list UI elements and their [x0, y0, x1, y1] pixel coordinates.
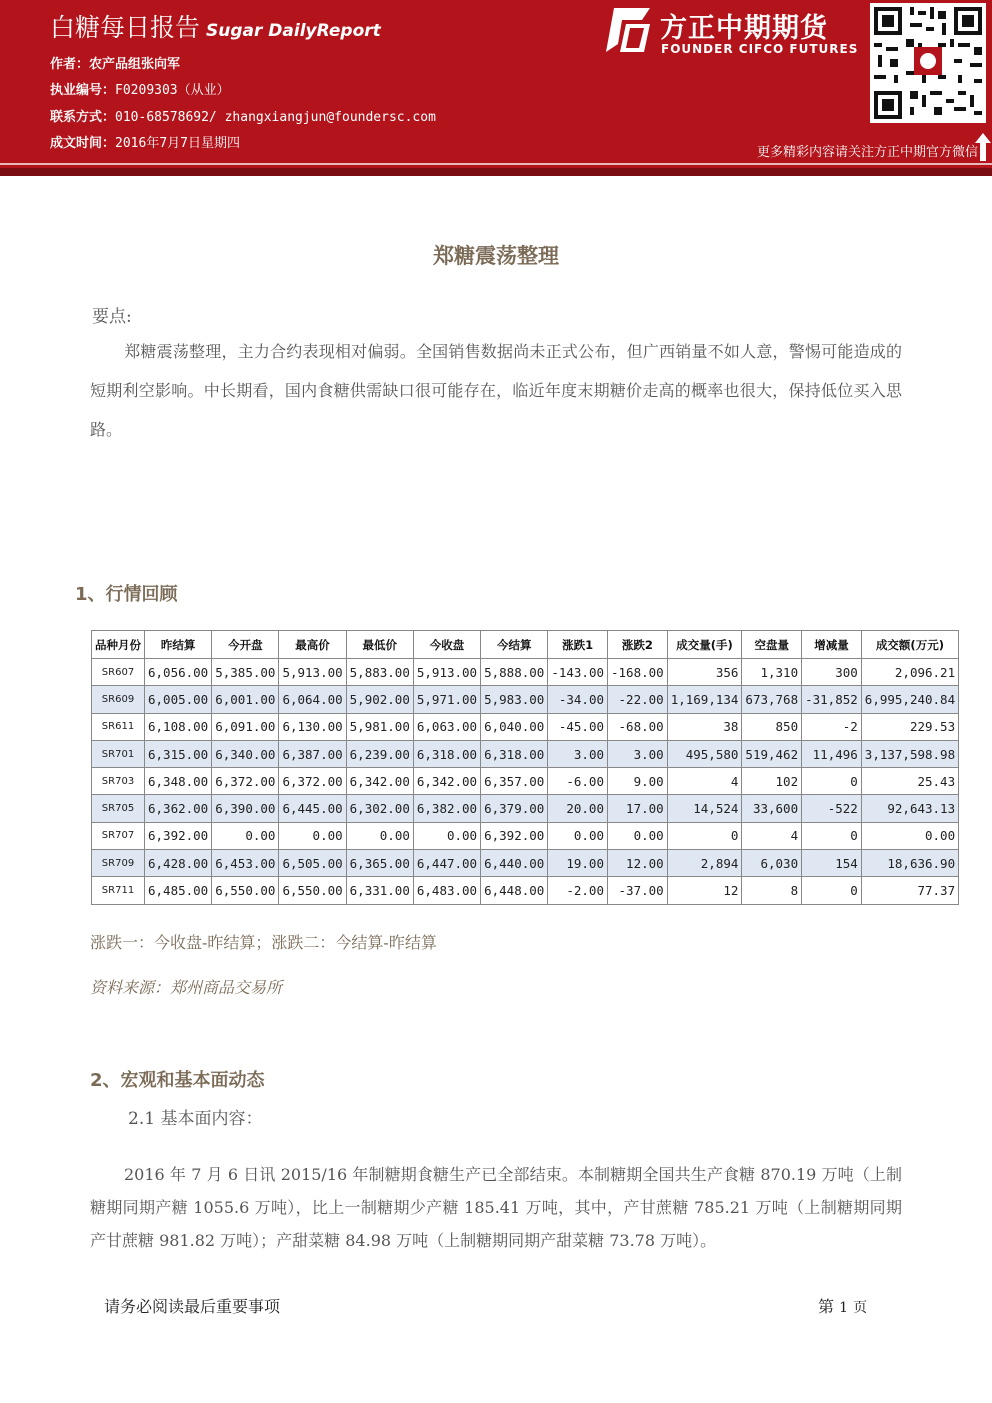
contract-code-cell: SR701: [92, 740, 145, 767]
table-row: [92, 768, 959, 795]
table-row: [92, 713, 959, 740]
table-cell: -31,852: [802, 686, 862, 713]
table-header-cell: 空盘量: [742, 631, 802, 659]
table-cell: -45.00: [548, 713, 608, 740]
license-line: [50, 79, 230, 98]
page-num: 1: [839, 1300, 849, 1316]
footer-notice: 请务必阅读最后重要事项: [104, 1297, 281, 1316]
table-cell: 0.00: [279, 822, 346, 849]
contact-label: 联系方式：: [50, 110, 116, 125]
table-header-cell: 最高价: [279, 631, 346, 659]
table-header-cell: 成交额(万元): [861, 631, 958, 659]
table-cell: 6,318.00: [413, 740, 480, 767]
table-cell: 25.43: [861, 768, 958, 795]
table-cell: 0.00: [413, 822, 480, 849]
table-cell: 2,096.21: [861, 659, 958, 686]
table-cell: 6,064.00: [279, 686, 346, 713]
table-cell: 5,385.00: [212, 659, 279, 686]
table-cell: 6,362.00: [145, 795, 212, 822]
table-cell: 6,392.00: [145, 822, 212, 849]
table-cell: 14,524: [667, 795, 742, 822]
table-cell: 5,981.00: [346, 713, 413, 740]
table-cell: 4: [742, 822, 802, 849]
table-cell: 92,643.13: [861, 795, 958, 822]
table-cell: 6,372.00: [212, 768, 279, 795]
table-row: [92, 740, 959, 767]
table-cell: -2.00: [548, 877, 608, 904]
page-number: [818, 1294, 867, 1317]
table-cell: 0.00: [548, 822, 608, 849]
contract-code-cell: SR711: [92, 877, 145, 904]
table-body: [92, 659, 959, 905]
author-name: 农产品组张向军: [89, 57, 181, 72]
table-cell: 6,445.00: [279, 795, 346, 822]
date-line: [50, 132, 240, 151]
table-row: [92, 659, 959, 686]
table-cell: 12.00: [608, 850, 668, 877]
table-cell: 6,428.00: [145, 850, 212, 877]
document-title: 郑糖震荡整理: [433, 244, 559, 268]
table-cell: 38: [667, 713, 742, 740]
table-cell: 6,001.00: [212, 686, 279, 713]
date-label: 成文时间：: [50, 136, 116, 151]
table-row: [92, 795, 959, 822]
table-cell: -34.00: [548, 686, 608, 713]
table-row: [92, 822, 959, 849]
table-cell: 2,894: [667, 850, 742, 877]
company-logo: [604, 6, 862, 60]
table-cell: 6,239.00: [346, 740, 413, 767]
follow-wechat-text: 更多精彩内容请关注方正中期官方微信: [756, 145, 978, 160]
table-cell: 6,056.00: [145, 659, 212, 686]
table-cell: -22.00: [608, 686, 668, 713]
table-cell: 33,600: [742, 795, 802, 822]
table-header-cell: 今收盘: [413, 631, 480, 659]
table-cell: 0.00: [212, 822, 279, 849]
table-cell: -522: [802, 795, 862, 822]
table-row: [92, 877, 959, 904]
keypoint-text: 郑糖震荡整理，主力合约表现相对偏弱。全国销售数据尚未正式公布，但广西销量不如人意，警惕可能造成的短期利空影响。中长期看，国内食糖供需缺口很可能存在，临近年度末期糖价走高的概率也很大，保持低位买入思路。: [90, 342, 902, 439]
logo-text-en: FOUNDER CIFCO FUTURES: [661, 42, 859, 56]
table-cell: -2: [802, 713, 862, 740]
report-date: 2016年7月7日星期四: [115, 136, 240, 151]
table-cell: 5,883.00: [346, 659, 413, 686]
table-cell: 5,888.00: [481, 659, 548, 686]
table-cell: 6,550.00: [279, 877, 346, 904]
table-cell: 6,365.00: [346, 850, 413, 877]
table-cell: 6,315.00: [145, 740, 212, 767]
table-cell: 154: [802, 850, 862, 877]
table-header-cell: 涨跌1: [548, 631, 608, 659]
contract-code-cell: SR611: [92, 713, 145, 740]
report-title: [50, 8, 381, 44]
section-2-heading: 2、宏观和基本面动态: [90, 1070, 265, 1091]
table-cell: 356: [667, 659, 742, 686]
table-cell: 6,005.00: [145, 686, 212, 713]
header-divider-dark: [0, 168, 992, 176]
table-cell: 6,348.00: [145, 768, 212, 795]
author-label: 作者：: [50, 57, 90, 72]
table-cell: 3,137,598.98: [861, 740, 958, 767]
author-line: [50, 53, 180, 72]
table-cell: 6,030: [742, 850, 802, 877]
table-cell: 8: [742, 877, 802, 904]
table-cell: 6,331.00: [346, 877, 413, 904]
table-row: [92, 686, 959, 713]
table-cell: 6,318.00: [481, 740, 548, 767]
table-cell: -143.00: [548, 659, 608, 686]
table-note: 涨跌一：今收盘-昨结算；涨跌二：今结算-昨结算: [90, 933, 437, 952]
table-cell: 6,340.00: [212, 740, 279, 767]
contract-code-cell: SR607: [92, 659, 145, 686]
table-cell: 11,496: [802, 740, 862, 767]
table-cell: 6,302.00: [346, 795, 413, 822]
contract-code-cell: SR709: [92, 850, 145, 877]
table-cell: 0: [802, 822, 862, 849]
wechat-qr-code-icon: [870, 3, 986, 123]
table-header-cell: 品种月份: [92, 631, 145, 659]
table-cell: 6,342.00: [346, 768, 413, 795]
header-divider-light: [0, 163, 992, 165]
table-cell: 6,447.00: [413, 850, 480, 877]
table-header-cell: 涨跌2: [608, 631, 668, 659]
keypoint-paragraph: [90, 332, 902, 449]
report-title-en: Sugar DailyReport: [206, 21, 381, 41]
table-cell: 6,392.00: [481, 822, 548, 849]
table-header-cell: 昨结算: [145, 631, 212, 659]
table-cell: 5,983.00: [481, 686, 548, 713]
table-cell: 3.00: [548, 740, 608, 767]
keypoint-label: 要点:: [92, 307, 132, 327]
table-cell: 102: [742, 768, 802, 795]
table-cell: 18,636.90: [861, 850, 958, 877]
contract-code-cell: SR707: [92, 822, 145, 849]
table-cell: 4: [667, 768, 742, 795]
table-cell: 1,310: [742, 659, 802, 686]
table-header-cell: 最低价: [346, 631, 413, 659]
table-cell: 20.00: [548, 795, 608, 822]
table-cell: 6,342.00: [413, 768, 480, 795]
report-title-cn: 白糖每日报告: [50, 13, 201, 42]
table-cell: 17.00: [608, 795, 668, 822]
market-table: [91, 630, 959, 905]
table-cell: 1,169,134: [667, 686, 742, 713]
contract-code-cell: SR705: [92, 795, 145, 822]
table-cell: 0.00: [346, 822, 413, 849]
arrow-up-icon: [975, 133, 991, 161]
table-cell: -6.00: [548, 768, 608, 795]
page-prefix: 第: [818, 1297, 835, 1316]
table-cell: 673,768: [742, 686, 802, 713]
table-cell: 6,550.00: [212, 877, 279, 904]
founder-logo-icon: [604, 6, 652, 54]
contract-code-cell: SR609: [92, 686, 145, 713]
table-cell: 6,372.00: [279, 768, 346, 795]
table-header-cell: 今结算: [481, 631, 548, 659]
table-cell: 0.00: [608, 822, 668, 849]
table-cell: 6,357.00: [481, 768, 548, 795]
table-cell: 850: [742, 713, 802, 740]
data-source: 资料来源：郑州商品交易所: [90, 978, 283, 997]
table-cell: 229.53: [861, 713, 958, 740]
table-cell: 5,913.00: [279, 659, 346, 686]
table-cell: -68.00: [608, 713, 668, 740]
table-cell: 6,382.00: [413, 795, 480, 822]
table-header-cell: 今开盘: [212, 631, 279, 659]
table-cell: 6,440.00: [481, 850, 548, 877]
table-header-cell: 成交量(手): [667, 631, 742, 659]
table-cell: 519,462: [742, 740, 802, 767]
table-cell: -168.00: [608, 659, 668, 686]
table-cell: 6,040.00: [481, 713, 548, 740]
table-cell: 6,448.00: [481, 877, 548, 904]
logo-text-cn: 方正中期期货: [660, 13, 828, 44]
table-cell: 19.00: [548, 850, 608, 877]
table-cell: 6,390.00: [212, 795, 279, 822]
contract-code-cell: SR703: [92, 768, 145, 795]
table-cell: 0: [667, 822, 742, 849]
table-cell: 0.00: [861, 822, 958, 849]
news-paragraph: [90, 1158, 902, 1257]
table-cell: 5,902.00: [346, 686, 413, 713]
table-header-row: [92, 631, 959, 659]
table-cell: 6,485.00: [145, 877, 212, 904]
license-number: F0209303（从业）: [115, 83, 230, 98]
table-row: [92, 850, 959, 877]
table-cell: 0: [802, 768, 862, 795]
table-cell: 12: [667, 877, 742, 904]
table-cell: 6,483.00: [413, 877, 480, 904]
table-cell: 6,091.00: [212, 713, 279, 740]
table-cell: 9.00: [608, 768, 668, 795]
news-text: 2016 年 7 月 6 日讯 2015/16 年制糖期食糖生产已全部结束。本制糖期全国共生产食糖 870.19 万吨（上制糖期同期产糖 1055.6 万吨），比上一制糖期少产糖 185.41 万吨，其中，产甘蔗糖 785.21 万吨（上制糖期同期产甘蔗糖 981.82 万吨）；产甜菜糖 84.98 万吨（上制糖期同期产甜菜糖 73.78 万吨）。: [90, 1165, 902, 1250]
table-cell: 6,453.00: [212, 850, 279, 877]
license-label: 执业编号：: [50, 83, 116, 98]
table-cell: 6,108.00: [145, 713, 212, 740]
table-cell: 6,387.00: [279, 740, 346, 767]
table-cell: 6,995,240.84: [861, 686, 958, 713]
page-suffix: 页: [853, 1300, 868, 1316]
table-cell: 6,063.00: [413, 713, 480, 740]
table-cell: 5,913.00: [413, 659, 480, 686]
table-cell: 6,505.00: [279, 850, 346, 877]
table-cell: 77.37: [861, 877, 958, 904]
report-header: [0, 0, 992, 168]
table-cell: 0: [802, 877, 862, 904]
contact-line: [50, 106, 436, 125]
table-cell: 6,130.00: [279, 713, 346, 740]
contact-info: 010-68578692/ zhangxiangjun@foundersc.com: [115, 110, 436, 125]
table-cell: -37.00: [608, 877, 668, 904]
table-cell: 3.00: [608, 740, 668, 767]
table-cell: 6,379.00: [481, 795, 548, 822]
section-1-heading: 1、行情回顾: [75, 584, 178, 605]
table-cell: 5,971.00: [413, 686, 480, 713]
subsection-2-1-heading: 2.1 基本面内容：: [128, 1109, 263, 1129]
table-cell: 495,580: [667, 740, 742, 767]
table-header-cell: 增减量: [802, 631, 862, 659]
table-cell: 300: [802, 659, 862, 686]
